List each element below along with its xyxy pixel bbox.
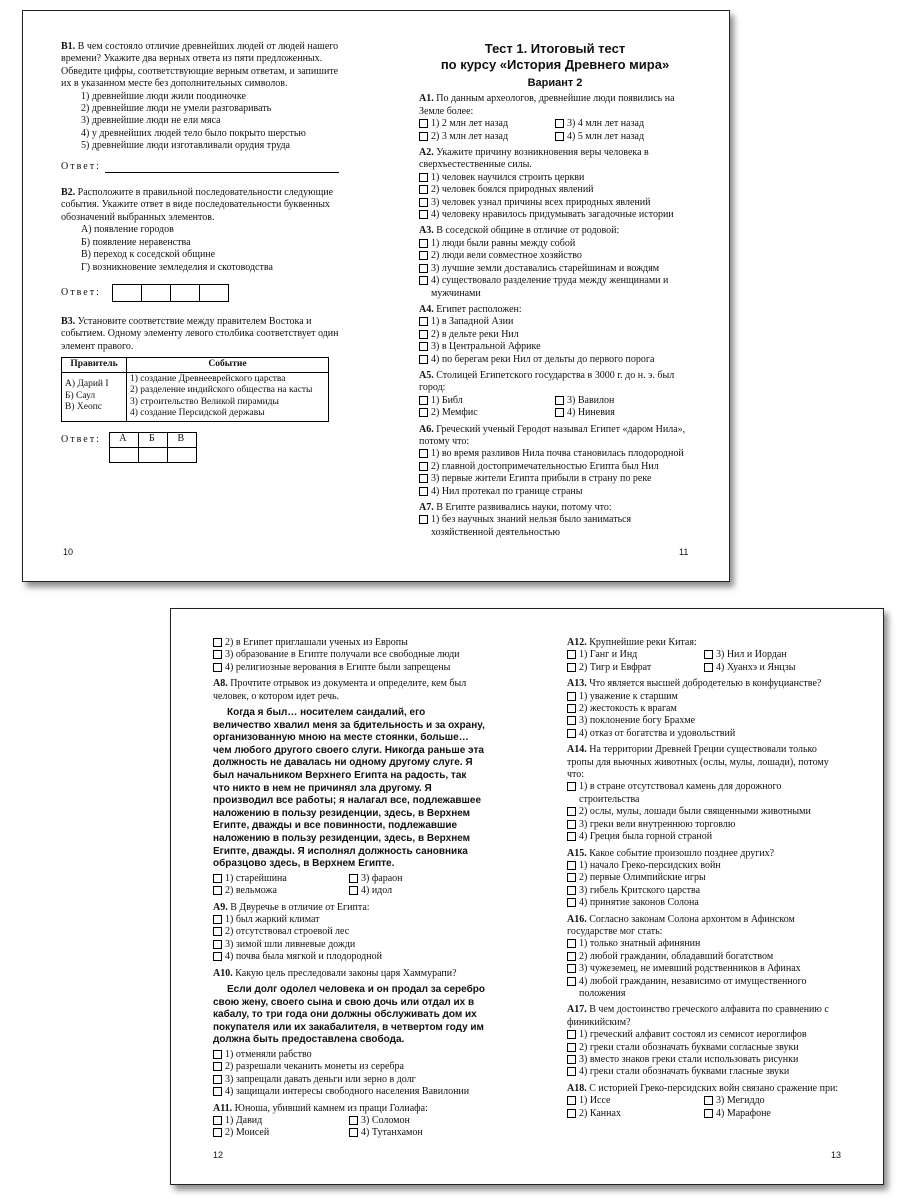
rulers-cell: А) Дарий I Б) Саул В) Хеопс — [62, 372, 127, 421]
a8-source-text: Когда я был… носителем сандалий, его величество хвалил меня за бдительность и за охрану, организованную мною на месте стоянки, больше… чем любого другого своего слуги. Никогда раньше эта должность не давалась ни одному другому слуге. Я был начальником Верхнего Египта на радость, так что никто в нем не причинял зла другому. Я производил все работы; я налагал все, подлежавшее наложению в пользу резиденции, здесь, в Верхнем Египте, дважды и все повинности, подлежавшие наложению в пользу резиденции, здесь, в Верхнем Египте, дважды. Я исполнял должность сановника образцово здесь, в Верхнем Египте. — [213, 707, 485, 870]
checkbox[interactable] — [419, 185, 428, 194]
checkbox[interactable] — [704, 1096, 713, 1105]
checkbox[interactable] — [419, 487, 428, 496]
option[interactable]: 4) Нил протекал по границе страны — [419, 486, 691, 498]
option[interactable]: 4) Тутанхамон — [349, 1127, 485, 1139]
checkbox[interactable] — [349, 1116, 358, 1125]
option[interactable]: 3) Мегиддо — [704, 1095, 841, 1107]
b1-answer: Ответ: — [61, 161, 339, 173]
checkbox[interactable] — [567, 807, 576, 816]
option[interactable]: 4) идол — [349, 885, 485, 897]
option[interactable]: 4) религиозные верования в Египте были запрещены — [213, 662, 485, 674]
page-number-11: 11 — [679, 547, 689, 557]
b2-item: Б) появление неравенства — [81, 236, 191, 248]
checkbox[interactable] — [567, 898, 576, 907]
option[interactable]: 4) защищали интересы свободного населения Вавилонии — [213, 1086, 485, 1098]
option[interactable]: 1) в стране отсутствовал камень для дорожного строительства — [567, 781, 841, 806]
checkbox[interactable] — [213, 952, 222, 961]
checkbox[interactable] — [567, 832, 576, 841]
checkbox[interactable] — [567, 861, 576, 870]
option[interactable]: 2) ослы, мулы, лошади были священными животными — [567, 806, 841, 818]
checkbox[interactable] — [567, 782, 576, 791]
checkbox[interactable] — [555, 132, 564, 141]
checkbox[interactable] — [213, 940, 222, 949]
option[interactable]: 4) существовало разделение труда между женщинами и мужчинами — [419, 275, 691, 300]
option[interactable]: 4) Хуанхэ и Янцзы — [704, 662, 841, 674]
checkbox[interactable] — [419, 462, 428, 471]
a13-options — [567, 691, 841, 741]
checkbox[interactable] — [567, 886, 576, 895]
option[interactable]: 4) почва была мягкой и плодородной — [213, 951, 485, 963]
option[interactable]: 3) Соломон — [349, 1115, 485, 1127]
option[interactable]: 2) Моисей — [213, 1127, 349, 1139]
option[interactable]: 1) старейшина — [213, 873, 349, 885]
option[interactable]: 2) 3 млн лет назад — [419, 131, 555, 143]
checkbox[interactable] — [213, 650, 222, 659]
option[interactable]: 2) в Египет приглашали ученых из Европы — [213, 637, 485, 649]
events-cell: 1) создание Древнееврейского царства 2) разделение индийского общества на касты 3) строительство Великой пирамиды 4) создание Персидской державы — [127, 372, 329, 421]
a5-options — [419, 395, 691, 420]
page-number-12: 12 — [213, 1150, 224, 1160]
option[interactable]: 3) 4 млн лет назад — [555, 118, 691, 130]
option[interactable]: 2) греки стали обозначать буквами согласные звуки — [567, 1042, 841, 1054]
checkbox[interactable] — [419, 239, 428, 248]
checkbox[interactable] — [567, 1043, 576, 1052]
question-a15: А15. Какое событие произошло позднее других? — [567, 847, 775, 859]
checkbox[interactable] — [419, 119, 428, 128]
checkbox[interactable] — [419, 396, 428, 405]
a6-options — [419, 448, 691, 498]
option[interactable]: 2) человек боялся природных явлений — [419, 184, 691, 196]
checkbox[interactable] — [213, 1116, 222, 1125]
question-a18: А18. С историей Греко-персидских войн связано сражение при: — [567, 1082, 839, 1094]
a9-options — [213, 914, 485, 964]
a14-options — [567, 781, 841, 843]
option[interactable]: 2) Каннах — [567, 1108, 704, 1120]
option[interactable]: 3) фараон — [349, 873, 485, 885]
option[interactable]: 1) отменяли рабство — [213, 1049, 485, 1061]
test-subtitle: по курсу «История Древнего мира» — [440, 57, 670, 72]
checkbox[interactable] — [213, 663, 222, 672]
option[interactable]: 3) в Центральной Африке — [419, 341, 691, 353]
checkbox[interactable] — [419, 449, 428, 458]
a15-options — [567, 860, 841, 910]
checkbox[interactable] — [349, 1128, 358, 1137]
b1-item: 2) древнейшие люди не умели разговаривать — [81, 103, 272, 115]
question-a3: А3. В соседской общине в отличие от родовой: — [419, 225, 620, 237]
checkbox[interactable] — [567, 663, 576, 672]
question-a9: А9. В Двуречье в отличие от Египта: — [213, 901, 370, 913]
answer-line[interactable] — [105, 162, 339, 173]
checkbox[interactable] — [567, 820, 576, 829]
b1-item: 5) древнейшие люди изготавливали орудия труда — [81, 140, 290, 152]
checkbox[interactable] — [555, 408, 564, 417]
option[interactable]: 1) в Западной Азии — [419, 316, 691, 328]
checkbox[interactable] — [213, 638, 222, 647]
a11-options — [213, 1115, 485, 1140]
checkbox[interactable] — [704, 663, 713, 672]
option[interactable]: 3) запрещали давать деньги или зерно в долг — [213, 1074, 485, 1086]
option[interactable]: 4) принятие законов Солона — [567, 897, 841, 909]
checkbox[interactable] — [567, 1096, 576, 1105]
question-a4: А4. Египет расположен: — [419, 303, 522, 315]
a12-options — [567, 649, 841, 674]
checkbox[interactable] — [419, 317, 428, 326]
option[interactable]: 3) Вавилон — [555, 395, 691, 407]
a7-options — [419, 514, 691, 539]
checkbox[interactable] — [567, 650, 576, 659]
option[interactable]: 1) Давид — [213, 1115, 349, 1127]
option[interactable]: 3) лучшие земли доставались старейшинам и вождям — [419, 263, 691, 275]
b3-answer-table[interactable]: А Б В — [109, 432, 197, 463]
page-10-content — [61, 41, 339, 463]
checkbox[interactable] — [213, 1087, 222, 1096]
checkbox[interactable] — [213, 1075, 222, 1084]
checkbox[interactable] — [567, 1067, 576, 1076]
checkbox[interactable] — [213, 1062, 222, 1071]
option[interactable]: 2) в дельте реки Нил — [419, 329, 691, 341]
checkbox[interactable] — [555, 119, 564, 128]
checkbox[interactable] — [419, 132, 428, 141]
checkbox[interactable] — [555, 396, 564, 405]
checkbox[interactable] — [567, 977, 576, 986]
b2-item: В) переход к соседской общине — [81, 249, 216, 261]
question-a1: А1. По данным археологов, древнейшие люди появились на Земле более: — [419, 93, 675, 117]
question-a7: А7. В Египте развивались науки, потому что: — [419, 502, 612, 513]
checkbox[interactable] — [704, 650, 713, 659]
option[interactable]: 4) по берегам реки Нил от дельты до первого порога — [419, 354, 691, 366]
checkbox[interactable] — [419, 276, 428, 285]
checkbox[interactable] — [567, 716, 576, 725]
checkbox[interactable] — [419, 342, 428, 351]
option[interactable]: 4) греки стали обозначать буквами гласные звуки — [567, 1066, 841, 1078]
checkbox[interactable] — [213, 1050, 222, 1059]
checkbox[interactable] — [419, 355, 428, 364]
question-a13: А13. Что является высшей добродетелью в конфуцианстве? — [567, 678, 822, 690]
checkbox[interactable] — [349, 874, 358, 883]
option[interactable]: 3) зимой шли ливневые дожди — [213, 939, 485, 951]
option[interactable]: 1) Ганг и Инд — [567, 649, 704, 661]
option[interactable]: 2) люди вели совместное хозяйство — [419, 250, 691, 262]
option[interactable]: 3) чужеземец, не имевший родственников в Афинах — [567, 963, 841, 975]
a7-options-continued — [213, 637, 485, 674]
option[interactable]: 1) начало Греко-персидских войн — [567, 860, 841, 872]
b2-answer: Ответ: — [61, 284, 339, 302]
b1-item: 1) древнейшие люди жили поодиночке — [81, 90, 246, 102]
option[interactable]: 3) вместо знаков греки стали использовать рисунки — [567, 1054, 841, 1066]
question-a8: А8. Прочтите отрывок из документа и определите, кем был человек, о котором идет речь. — [213, 678, 467, 702]
checkbox[interactable] — [213, 1128, 222, 1137]
checkbox[interactable] — [567, 1055, 576, 1064]
checkbox[interactable] — [419, 198, 428, 207]
option[interactable]: 2) вельможа — [213, 885, 349, 897]
option[interactable]: 4) 5 млн лет назад — [555, 131, 691, 143]
option[interactable]: 1) только знатный афинянин — [567, 938, 841, 950]
checkbox[interactable] — [419, 474, 428, 483]
question-b1: В1. В чем состояло отличие древнейших людей от людей нашего времени? Укажите два верных ответа из пяти предложенных. Обведите цифры, соответствующие верным ответам, и запишите их в указанном месте без дополнительных символов. — [61, 41, 339, 90]
b3-answer: Ответ: А Б В — [61, 432, 339, 463]
question-a5: А5. Столицей Египетского государства в 3000 г. до н. э. был город: — [419, 369, 675, 394]
option[interactable]: 1) Библ — [419, 395, 555, 407]
checkbox[interactable] — [213, 874, 222, 883]
checkbox[interactable] — [419, 515, 428, 524]
option[interactable]: 1) во время разливов Нила почва становилась плодородной — [419, 448, 691, 460]
checkbox[interactable] — [419, 173, 428, 182]
question-a10: А10. Какую цель преследовали законы царя Хаммурапи? — [213, 967, 457, 979]
book-spread-bottom — [170, 608, 884, 1185]
option[interactable]: 2) первые Олимпийские игры — [567, 872, 841, 884]
answer-boxes[interactable] — [113, 284, 229, 302]
question-a17: А17. В чем достоинство греческого алфавита по сравнению с финикийским? — [567, 1004, 829, 1028]
question-a14: А14. На территории Древней Греции существовали только тропы для вьючных животных (ослы, мулы, лошади), потому что: — [567, 744, 829, 781]
checkbox[interactable] — [419, 408, 428, 417]
b1-items — [61, 91, 339, 153]
a10-source-text: Если долг одолел человека и он продал за серебро свою жену, своего сына и свою дочь или отдал их в кабалу, то три года они должны обслуживать дом их покупателя или их закабалителя, в четвертом году им должна быть предоставлена свобода. — [213, 984, 485, 1046]
checkbox[interactable] — [567, 692, 576, 701]
checkbox[interactable] — [567, 939, 576, 948]
option[interactable]: 4) любой гражданин, независимо от имущественного положения — [567, 976, 841, 1001]
question-b3: В3. Установите соответствие между правителем Востока и событием. Одному элементу левого столбика соответствует один элемент правого. — [61, 315, 339, 352]
page-number-10: 10 — [63, 547, 74, 557]
question-a12: А12. Крупнейшие реки Китая: — [567, 637, 697, 648]
b2-item: Г) возникновение земледелия и скотоводства — [81, 261, 273, 273]
checkbox[interactable] — [567, 964, 576, 973]
option[interactable]: 1) греческий алфавит состоял из семисот иероглифов — [567, 1029, 841, 1041]
checkbox[interactable] — [567, 1109, 576, 1118]
option[interactable]: 3) Нил и Иордан — [704, 649, 841, 661]
option[interactable]: 3) гибель Критского царства — [567, 885, 841, 897]
checkbox[interactable] — [567, 952, 576, 961]
b3-table: Правитель Событие А) Дарий I Б) Саул В) Хеопс 1) создание Древнееврейского царства 2) разделение индийского общества на касты 3) строительство Великой пирамиды 4) создание Персидской державы — [61, 357, 329, 422]
a4-options — [419, 316, 691, 366]
option[interactable]: 1) люди были равны между собой — [419, 238, 691, 250]
option[interactable]: 4) Марафоне — [704, 1108, 841, 1120]
question-a16: А16. Согласно законам Солона архонтом в Афинском государстве мог стать: — [567, 913, 795, 937]
option[interactable]: 1) Иссе — [567, 1095, 704, 1107]
b1-item: 3) древнейшие люди не ели мяса — [81, 115, 221, 127]
a17-options — [567, 1029, 841, 1079]
option[interactable]: 2) любой гражданин, обладавший богатством — [567, 951, 841, 963]
checkbox[interactable] — [704, 1109, 713, 1118]
checkbox[interactable] — [349, 886, 358, 895]
option[interactable]: 3) человек узнал причины всех природных явлений — [419, 197, 691, 209]
option[interactable]: 1) уважение к старшим — [567, 691, 841, 703]
option[interactable]: 3) греки вели внутреннюю торговлю — [567, 819, 841, 831]
option[interactable]: 1) человек научился строить церкви — [419, 172, 691, 184]
book-spread-top — [22, 10, 730, 582]
question-b2: В2. Расположите в правильной последовательности следующие события. Укажите ответ в виде последовательности буквенных обозначений выбранных элементов. — [61, 187, 334, 223]
option[interactable]: 2) Мемфис — [419, 407, 555, 419]
option[interactable]: 2) Тигр и Евфрат — [567, 662, 704, 674]
checkbox[interactable] — [567, 729, 576, 738]
checkbox[interactable] — [213, 915, 222, 924]
page-13-content — [567, 637, 841, 1120]
a3-options — [419, 238, 691, 300]
a1-options — [419, 118, 691, 143]
a16-options — [567, 938, 841, 1000]
option[interactable]: 3) образование в Египте получали все свободные люди — [213, 649, 485, 661]
a8-options — [213, 873, 485, 898]
option[interactable]: 4) человеку нравилось придумывать загадочные истории — [419, 209, 691, 221]
option[interactable]: 2) жестокость к врагам — [567, 703, 841, 715]
a10-options — [213, 1049, 485, 1099]
option[interactable]: 4) Ниневия — [555, 407, 691, 419]
checkbox[interactable] — [213, 886, 222, 895]
page-number-13: 13 — [831, 1150, 842, 1160]
checkbox[interactable] — [567, 873, 576, 882]
a18-options — [567, 1095, 841, 1120]
option[interactable]: 2) главной достопримечательностью Египта был Нил — [419, 461, 691, 473]
checkbox[interactable] — [213, 927, 222, 936]
option[interactable]: 3) первые жители Египта прибыли в страну по реке — [419, 473, 691, 485]
checkbox[interactable] — [567, 704, 576, 713]
page-11-content — [419, 41, 691, 539]
checkbox[interactable] — [567, 1030, 576, 1039]
question-a11: А11. Юноша, убивший камнем из пращи Голиафа: — [213, 1102, 428, 1114]
page-12-content — [213, 637, 485, 1140]
b2-items — [61, 224, 339, 274]
a2-options — [419, 172, 691, 222]
option[interactable]: 1) без научных знаний нельзя было заниматься хозяйственной деятельностью — [419, 514, 691, 539]
checkbox[interactable] — [419, 264, 428, 273]
checkbox[interactable] — [419, 210, 428, 219]
option[interactable]: 1) 2 млн лет назад — [419, 118, 555, 130]
checkbox[interactable] — [419, 330, 428, 339]
b2-item: А) появление городов — [81, 224, 174, 236]
option[interactable]: 2) отсутствовал строевой лес — [213, 926, 485, 938]
option[interactable]: 3) поклонение богу Брахме — [567, 715, 841, 727]
option[interactable]: 1) был жаркий климат — [213, 914, 485, 926]
option[interactable]: 4) отказ от богатства и удовольствий — [567, 728, 841, 740]
option[interactable]: 2) разрешали чеканить монеты из серебра — [213, 1061, 485, 1073]
question-a2: А2. Укажите причину возникновения веры человека в сверхъестественные силы. — [419, 147, 649, 171]
b1-item: 4) у древнейших людей тело было покрыто шерстью — [81, 127, 306, 139]
option[interactable]: 4) Греция была горной страной — [567, 831, 841, 843]
checkbox[interactable] — [419, 251, 428, 260]
test-title: Тест 1. Итоговый тест — [484, 41, 626, 56]
question-a6: А6. Греческий ученый Геродот называл Египет «даром Нила», потому что: — [419, 423, 686, 447]
variant-label: Вариант 2 — [527, 77, 583, 89]
